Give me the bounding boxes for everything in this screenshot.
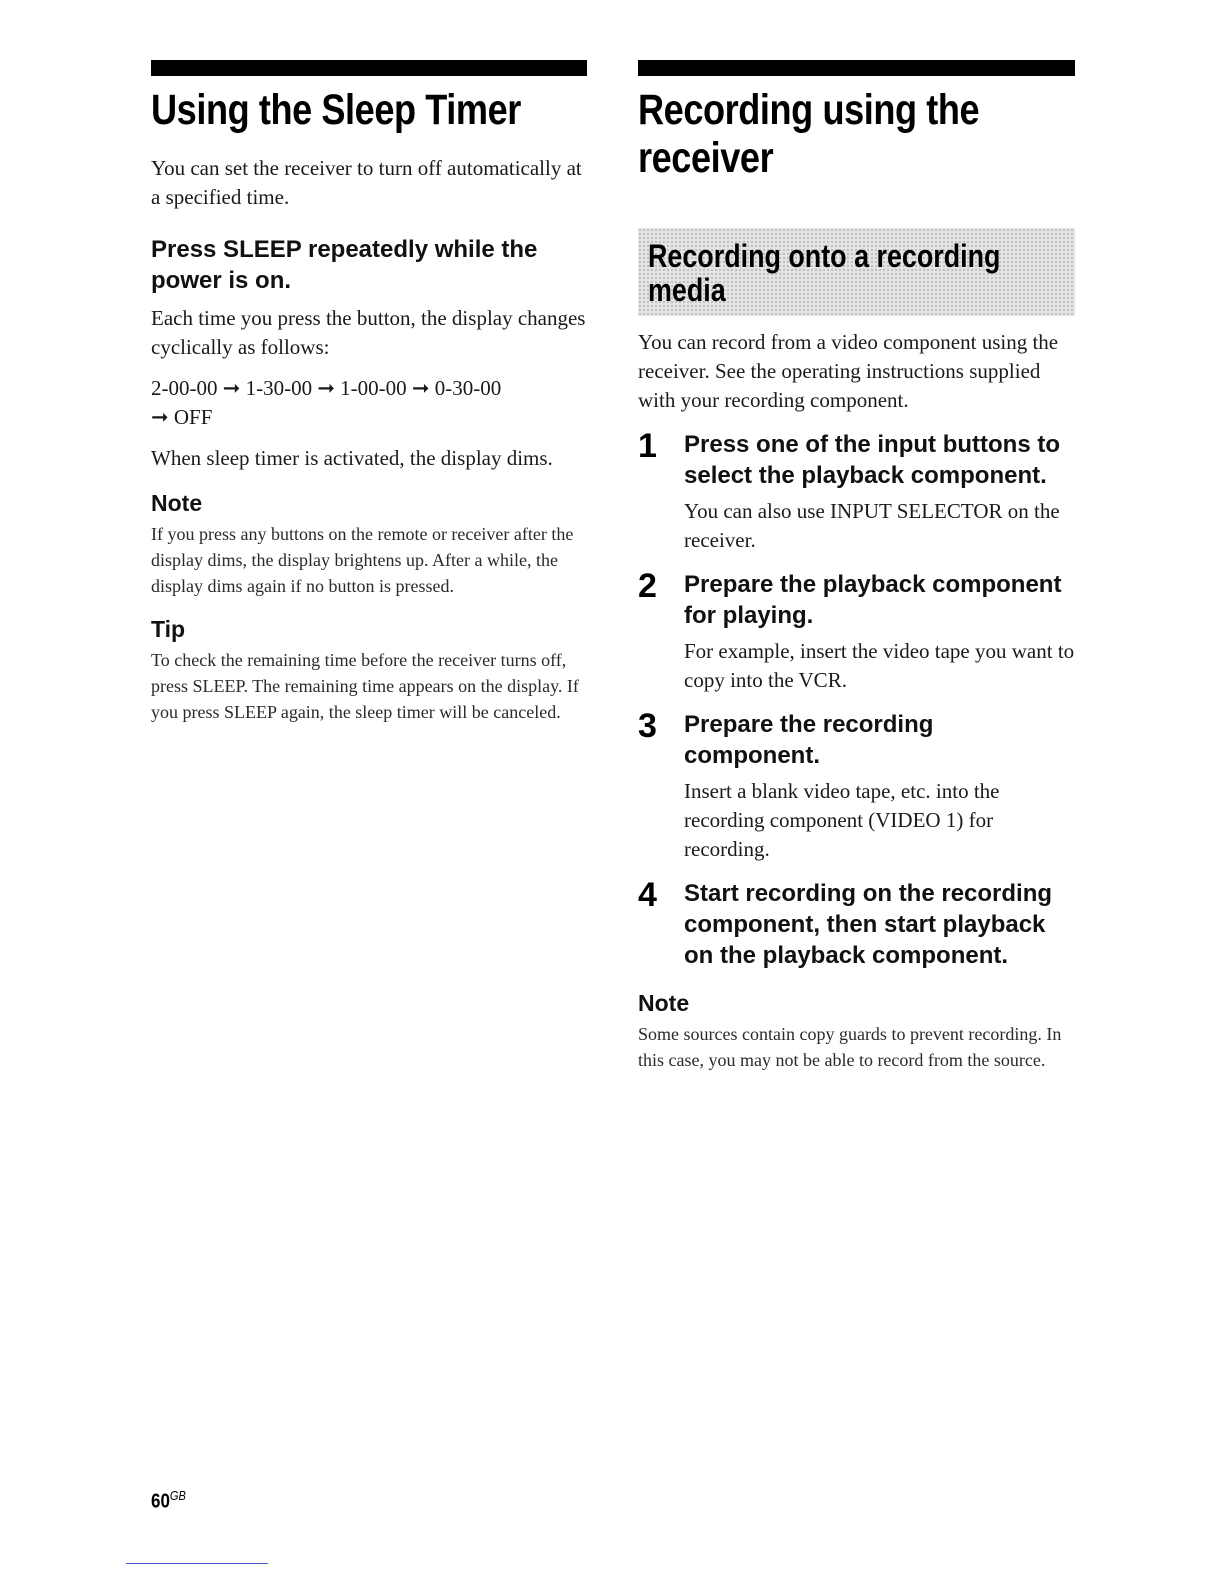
step-number: 1: [638, 427, 657, 465]
bottom-divider: [126, 1563, 268, 1564]
section-rule-left: [151, 60, 587, 76]
recording-intro: You can record from a video component using the receiver. See the operating instructions supplied with your recording component.: [638, 330, 1059, 412]
note-label-left: Note: [151, 490, 203, 516]
tip-label: Tip: [151, 616, 186, 642]
step-title: Prepare the playback component for playing.: [684, 571, 1062, 629]
page-number-value: 60: [151, 1490, 170, 1513]
sleep-timer-section: [151, 60, 587, 725]
dim-text: When sleep timer is activated, the display dims.: [151, 446, 553, 470]
timer-sequence-line1: 2-00-00 ➞ 1-30-00 ➞ 1-00-00 ➞ 0-30-00: [151, 376, 502, 400]
note-text-left: If you press any buttons on the remote or receiver after the display dims, the display brightens up. After a while, the display dims again if no button is pressed.: [151, 524, 574, 596]
timer-sequence-line2: ➞ OFF: [151, 405, 213, 429]
recording-title-line1: Recording using the: [638, 86, 980, 134]
step-body: For example, insert the video tape you want to copy into the VCR.: [684, 639, 1075, 692]
step-4: [638, 878, 1075, 971]
tip-text: To check the remaining time before the receiver turns off, press SLEEP. The remaining time appears on the display. If you press SLEEP again, the sleep timer will be canceled.: [151, 650, 579, 722]
step-3: [638, 709, 1075, 864]
timer-sequence: [151, 374, 587, 432]
note-text-right: Some sources contain copy guards to prevent recording. In this case, you may not be able to record from the source.: [638, 1024, 1062, 1070]
step-title: Press one of the input buttons to select the playback component.: [684, 431, 1060, 489]
banner-line1: Recording onto a recording: [648, 238, 1001, 274]
note-label-right: Note: [638, 990, 690, 1016]
step-number: 2: [638, 567, 657, 605]
step-body: Insert a blank video tape, etc. into the recording component (VIDEO 1) for recording.: [684, 779, 1000, 861]
banner-line2: media: [648, 272, 726, 308]
cycle-text: Each time you press the button, the display changes cyclically as follows:: [151, 306, 586, 359]
banner-heading: [648, 239, 1000, 307]
step-title: Start recording on the recording component, then start playback on the playback component.: [684, 880, 1053, 969]
sleep-timer-title: Using the Sleep Timer: [151, 86, 521, 134]
recording-section: [638, 60, 1075, 1073]
page-number: [151, 1488, 186, 1514]
step-number: 3: [638, 707, 657, 745]
sleep-timer-intro: You can set the receiver to turn off automatically at a specified time.: [151, 156, 582, 209]
recording-title-line2: receiver: [638, 134, 774, 182]
step-body: You can also use INPUT SELECTOR on the receiver.: [684, 499, 1060, 552]
recording-title: [638, 86, 1005, 182]
section-rule-right: [638, 60, 1075, 76]
step-1: [638, 429, 1075, 555]
step-2: [638, 569, 1075, 695]
page-suffix: GB: [169, 1488, 186, 1503]
step-title: Prepare the recording component.: [684, 711, 934, 769]
sleep-instruction: Press SLEEP repeatedly while the power is on.: [151, 236, 538, 294]
step-number: 4: [638, 876, 657, 914]
recording-media-banner: [638, 228, 1075, 316]
